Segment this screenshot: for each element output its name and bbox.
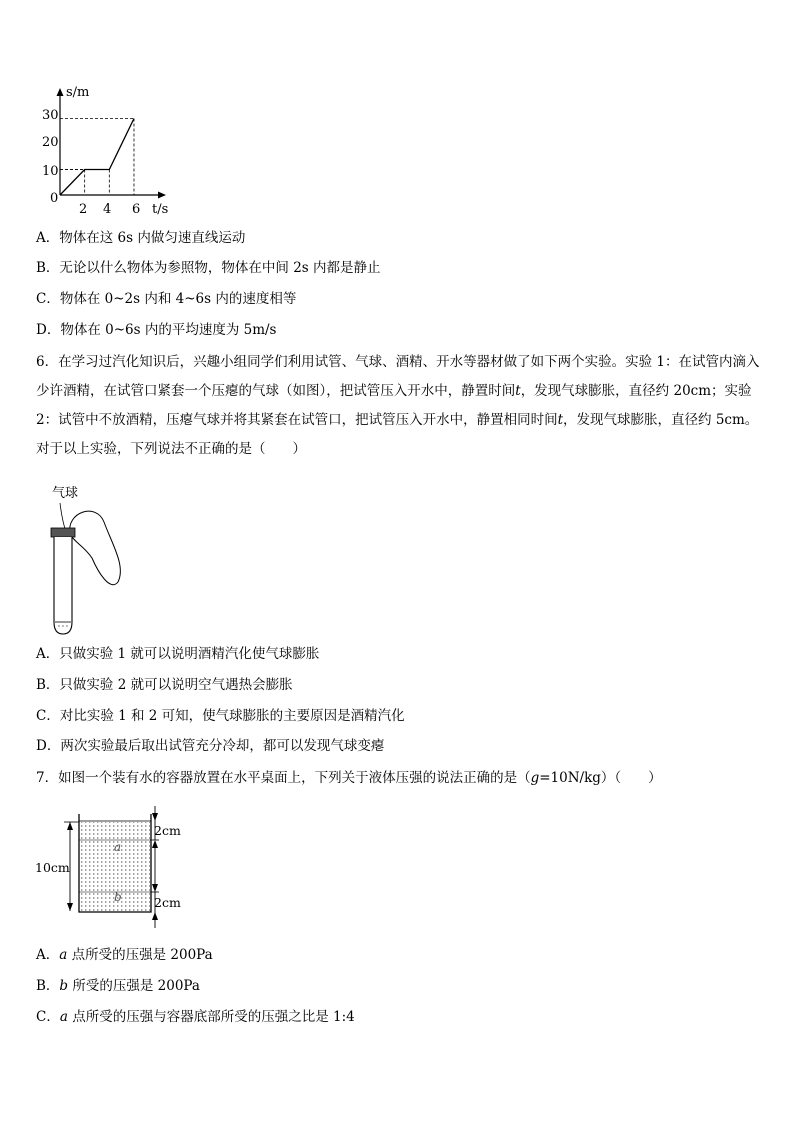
balloon-label: 气球 [52, 486, 79, 501]
top-dim-label: 2cm [154, 823, 181, 838]
mid-dim-arrow-down [152, 884, 158, 892]
x-tick-6: 6 [132, 202, 141, 217]
x-axis-label: t/s [152, 202, 169, 217]
st-series-line [60, 119, 134, 196]
q5-option-d: D．物体在 0~6s 内的平均速度为 5m/s [36, 322, 277, 338]
test-tube [54, 537, 72, 634]
point-a-label: a [114, 840, 122, 854]
top-dim-arrow [152, 813, 158, 821]
x-tick-4: 4 [103, 202, 112, 217]
q7-stem [36, 769, 662, 787]
q6-option-c: C．对比实验 1 和 2 可知，使气球膨胀的主要原因是酒精汽化 [36, 708, 405, 724]
y-tick-20: 20 [42, 135, 59, 150]
q5-option-a: A．物体在这 6s 内做匀速直线运动 [36, 230, 246, 246]
q7-option-a [36, 946, 213, 964]
q6-option-d: D．两次实验最后取出试管充分冷却，都可以发现气球变瘪 [36, 738, 385, 754]
q6-var-t-1: t [515, 383, 521, 399]
q7-option-a-prefix: A． [36, 947, 60, 963]
water-container-figure [0, 800, 794, 940]
x-tick-2: 2 [79, 202, 88, 217]
bottom-dim-arrow-up [152, 912, 158, 920]
q6-number: 6． [36, 354, 59, 370]
y-axis-label: s/m [66, 85, 90, 100]
balloon-neck [51, 528, 75, 537]
q7-prefix: 7．如图一个装有水的容器放置在水平桌面上，下列关于液体压强的说法正确的是（ [36, 770, 531, 786]
q6-text-3: ，发现气球膨胀，直径约 5cm。对于以上实验，下列说法不正确的是（ ） [36, 412, 759, 457]
point-b-label: b [114, 890, 122, 904]
q5-option-c: C．物体在 0~2s 内和 4~6s 内的速度相等 [36, 291, 297, 307]
q7-option-b-text: 所受的压强是 200Pa [68, 978, 200, 994]
q6-text-1: 在学习过汽化知识后，兴趣小组同学们利用试管、气球、酒精、开水等器材做了如下两个实验。实验 1：在试管内滴入少许酒精，在试管口紧套一个压瘪的气球（如图），把试管压入开水中，静置时间 [36, 354, 760, 399]
bottom-dim-label: 2cm [154, 895, 181, 910]
x-axis-arrow [158, 192, 166, 199]
q7-option-c [36, 1008, 355, 1026]
q6-var-t-2: t [557, 412, 564, 428]
q6-option-a: A．只做实验 1 就可以说明酒精汽化使气球膨胀 [36, 646, 320, 662]
top-dim-arrow-up [152, 840, 158, 848]
q7-g-value: =10N/kg）（ ） [539, 770, 662, 786]
q6-stem [36, 348, 760, 464]
origin-label: 0 [50, 191, 59, 206]
q6-text-2: ，发现气球膨胀，直径约 20cm；实验 2：试管中不放酒精，压瘪气球并将其紧套在试管口，把试管压入开水中，静置相同时间 [36, 383, 752, 428]
q7-option-b-prefix: B． [36, 978, 60, 994]
balloon [70, 511, 121, 584]
q7-g-var: g [530, 770, 540, 786]
height-arrow-top [67, 822, 73, 830]
q7-option-c-var: a [59, 1009, 68, 1025]
test-tube-figure [0, 470, 794, 670]
q6-option-b: B．只做实验 2 就可以说明空气遇热会膨胀 [36, 677, 293, 693]
q7-option-a-var: a [59, 947, 68, 963]
q7-option-c-prefix: C． [36, 1009, 60, 1025]
q7-option-b [36, 977, 200, 995]
height-label: 10cm [35, 860, 70, 875]
s-t-graph [0, 0, 794, 230]
q7-option-a-text: 点所受的压强是 200Pa [67, 947, 213, 963]
y-tick-30: 30 [42, 108, 59, 123]
q7-option-c-text: 点所受的压强与容器底部所受的压强之比是 1:4 [67, 1009, 355, 1025]
q7-option-b-var: b [59, 978, 69, 994]
q5-option-b: B．无论以什么物体为参照物，物体在中间 2s 内都是静止 [36, 260, 381, 276]
y-axis-arrow [57, 88, 64, 96]
y-tick-10: 10 [42, 164, 59, 179]
height-arrow-bottom [67, 903, 73, 911]
